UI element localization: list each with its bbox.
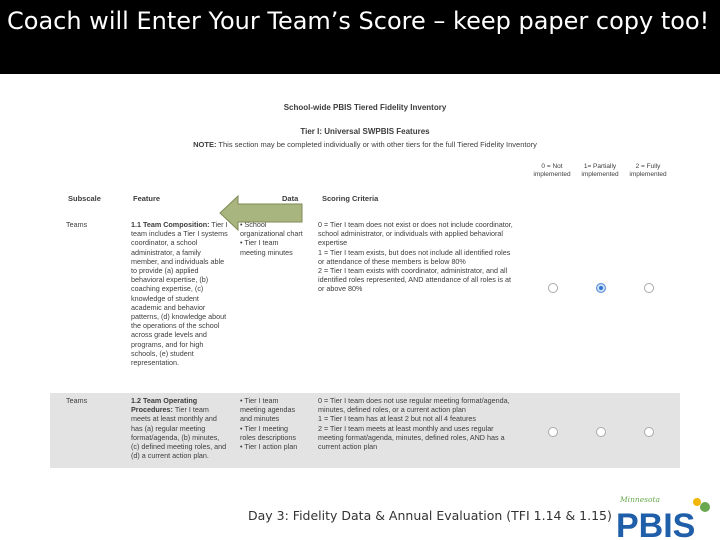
logo-script-text: Minnesota — [620, 495, 661, 504]
column-header-feature: Feature — [133, 194, 161, 203]
logo-leaf-mark — [700, 502, 710, 512]
inventory-title: School-wide PBIS Tiered Fidelity Inventory — [283, 103, 447, 112]
option-header-line: 1= Partially — [583, 163, 617, 170]
note-label: NOTE: — [193, 140, 217, 149]
feature-body: Tier I team meets at least monthly and has (a) regular meeting format/agenda, (b) minutes, (c) defined meeting roles, and (d) a current action plan. — [131, 405, 227, 461]
pbis-logo-icon — [612, 493, 716, 539]
column-header-subscale: Subscale — [68, 194, 101, 203]
row-subscale: Teams — [66, 220, 88, 229]
row-data-sources: • Tier I team meeting agendas and minutes • Tier I meeting roles descriptions • Tier I action plan — [240, 396, 298, 452]
option-header-0 — [528, 163, 576, 179]
score-radio-0[interactable] — [548, 283, 558, 293]
row-data-sources: • School organizational chart • Tier I team meeting minutes — [240, 220, 303, 257]
row-scoring-criteria: 0 = Tier I team does not exist or does not include coordinator, school administrator, or individuals with applied behavioral expertise 1 = Tier I team exists, but does not include all identified roles or attendance of these members is below 80% 2 = Tier I team exists with coordinator, administrator, and all identified roles represented, AND attendance of all roles is at or above 80% — [318, 220, 513, 294]
column-header-criteria: Scoring Criteria — [322, 194, 379, 203]
option-header-line: implemented — [629, 171, 667, 178]
score-radio-2[interactable] — [644, 427, 654, 437]
option-header-1 — [576, 163, 624, 179]
score-radio-1[interactable] — [596, 283, 606, 293]
note-text: This section may be completed individually or with other tiers for the full Tiered Fidelity Inventory — [216, 140, 537, 149]
score-radio-0[interactable] — [548, 427, 558, 437]
feature-title: 1.1 Team Composition: — [131, 220, 210, 229]
column-header-data: Data — [282, 194, 299, 203]
feature-body: Tier I team includes a Tier I systems coordinator, a school administrator, a family member, and individuals able to provide (a) applied behavioral expertise, (b) coaching expertise, (c) knowledge of student academic and behavior patterns, (d) knowledge about the operations of the school across grade levels and programs, and for high schools, (e) student representation. — [131, 220, 228, 368]
option-header-line: implemented — [581, 171, 619, 178]
pointer-arrow-icon — [218, 191, 304, 231]
row-feature — [131, 396, 229, 460]
option-header-2 — [624, 163, 672, 179]
feature-title: 1.2 Team Operating Procedures: — [131, 396, 198, 415]
option-header-line: 2 = Fully — [635, 163, 661, 170]
logo-main-text: PBIS — [616, 507, 696, 539]
tfi-screenshot — [50, 94, 680, 470]
score-radio-1[interactable] — [596, 427, 606, 437]
option-header-line: implemented — [533, 171, 571, 178]
table-row — [50, 393, 680, 468]
row-subscale: Teams — [66, 396, 88, 405]
slide-footer: Day 3: Fidelity Data & Annual Evaluation (TFI 1.14 & 1.15) — [248, 508, 612, 523]
inventory-note — [50, 140, 680, 149]
tier-title: Tier I: Universal SWPBIS Features — [300, 127, 430, 136]
slide-title: Coach will Enter Your Team’s Score – keep paper copy too! — [7, 7, 710, 35]
score-radio-2[interactable] — [644, 283, 654, 293]
table-row — [50, 217, 680, 389]
row-scoring-criteria: 0 = Tier I team does not use regular meeting format/agenda, minutes, defined roles, or a current action plan 1 = Tier I team has at least 2 but not all 4 features 2 = Tier I team meets at least monthly and uses regular meeting format/agenda, minutes, defined roles, AND has a current action plan — [318, 396, 510, 452]
option-header-line: 0 = Not — [541, 163, 563, 170]
row-feature — [131, 220, 229, 367]
slide-title-bar — [0, 0, 720, 74]
logo-sun-mark — [693, 498, 701, 506]
